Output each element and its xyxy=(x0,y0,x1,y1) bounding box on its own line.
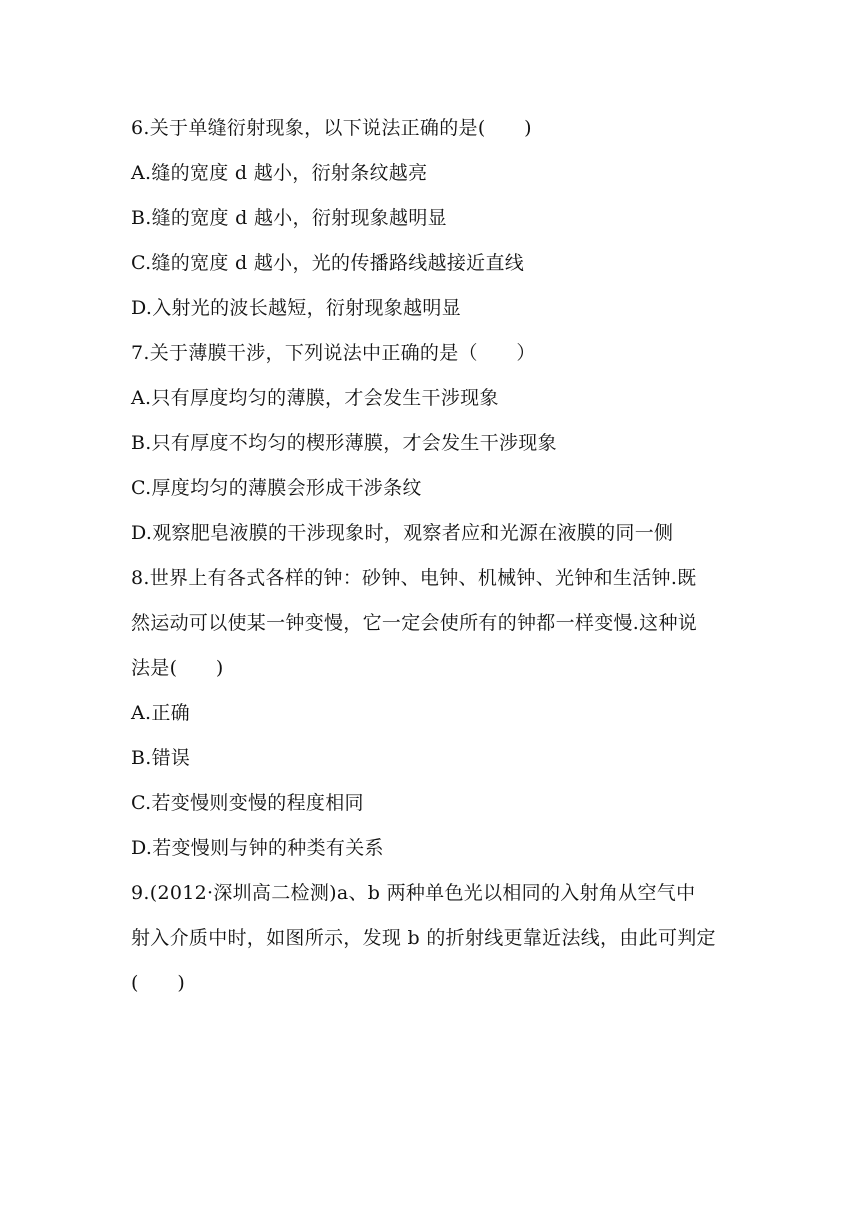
question-8-stem-line-2: 然运动可以使某一钟变慢，它一定会使所有的钟都一样变慢.这种说 xyxy=(131,612,698,634)
question-8-option-d: D.若变慢则与钟的种类有关系 xyxy=(131,837,384,859)
question-8-option-c: C.若变慢则变慢的程度相同 xyxy=(131,792,364,814)
question-8-option-a: A.正确 xyxy=(131,702,190,724)
question-7-option-c: C.厚度均匀的薄膜会形成干涉条纹 xyxy=(131,477,422,499)
question-8-option-b: B.错误 xyxy=(131,747,191,769)
question-7-option-b: B.只有厚度不均匀的楔形薄膜，才会发生干涉现象 xyxy=(131,432,557,454)
question-6-option-b: B.缝的宽度 d 越小，衍射现象越明显 xyxy=(131,207,447,229)
question-7-stem: 7.关于薄膜干涉，下列说法中正确的是（ ） xyxy=(131,342,536,364)
question-9-stem-line-2: 射入介质中时，如图所示，发现 b 的折射线更靠近法线，由此可判定 xyxy=(131,927,716,949)
question-6-option-d: D.入射光的波长越短，衍射现象越明显 xyxy=(131,297,461,319)
question-6-stem: 6.关于单缝衍射现象，以下说法正确的是( ) xyxy=(131,117,532,139)
question-6-option-c: C.缝的宽度 d 越小，光的传播路线越接近直线 xyxy=(131,252,525,274)
question-9-stem-line-3: ( ) xyxy=(131,972,186,994)
question-6-option-a: A.缝的宽度 d 越小，衍射条纹越亮 xyxy=(131,162,428,184)
question-9-stem-line-1: 9.(2012·深圳高二检测)a、b 两种单色光以相同的入射角从空气中 xyxy=(131,882,696,904)
question-8-stem-line-3: 法是( ) xyxy=(131,657,224,679)
question-7-option-a: A.只有厚度均匀的薄膜，才会发生干涉现象 xyxy=(131,387,499,409)
question-7-option-d: D.观察肥皂液膜的干涉现象时，观察者应和光源在液膜的同一侧 xyxy=(131,522,674,544)
question-8-stem-line-1: 8.世界上有各式各样的钟：砂钟、电钟、机械钟、光钟和生活钟.既 xyxy=(131,567,697,589)
